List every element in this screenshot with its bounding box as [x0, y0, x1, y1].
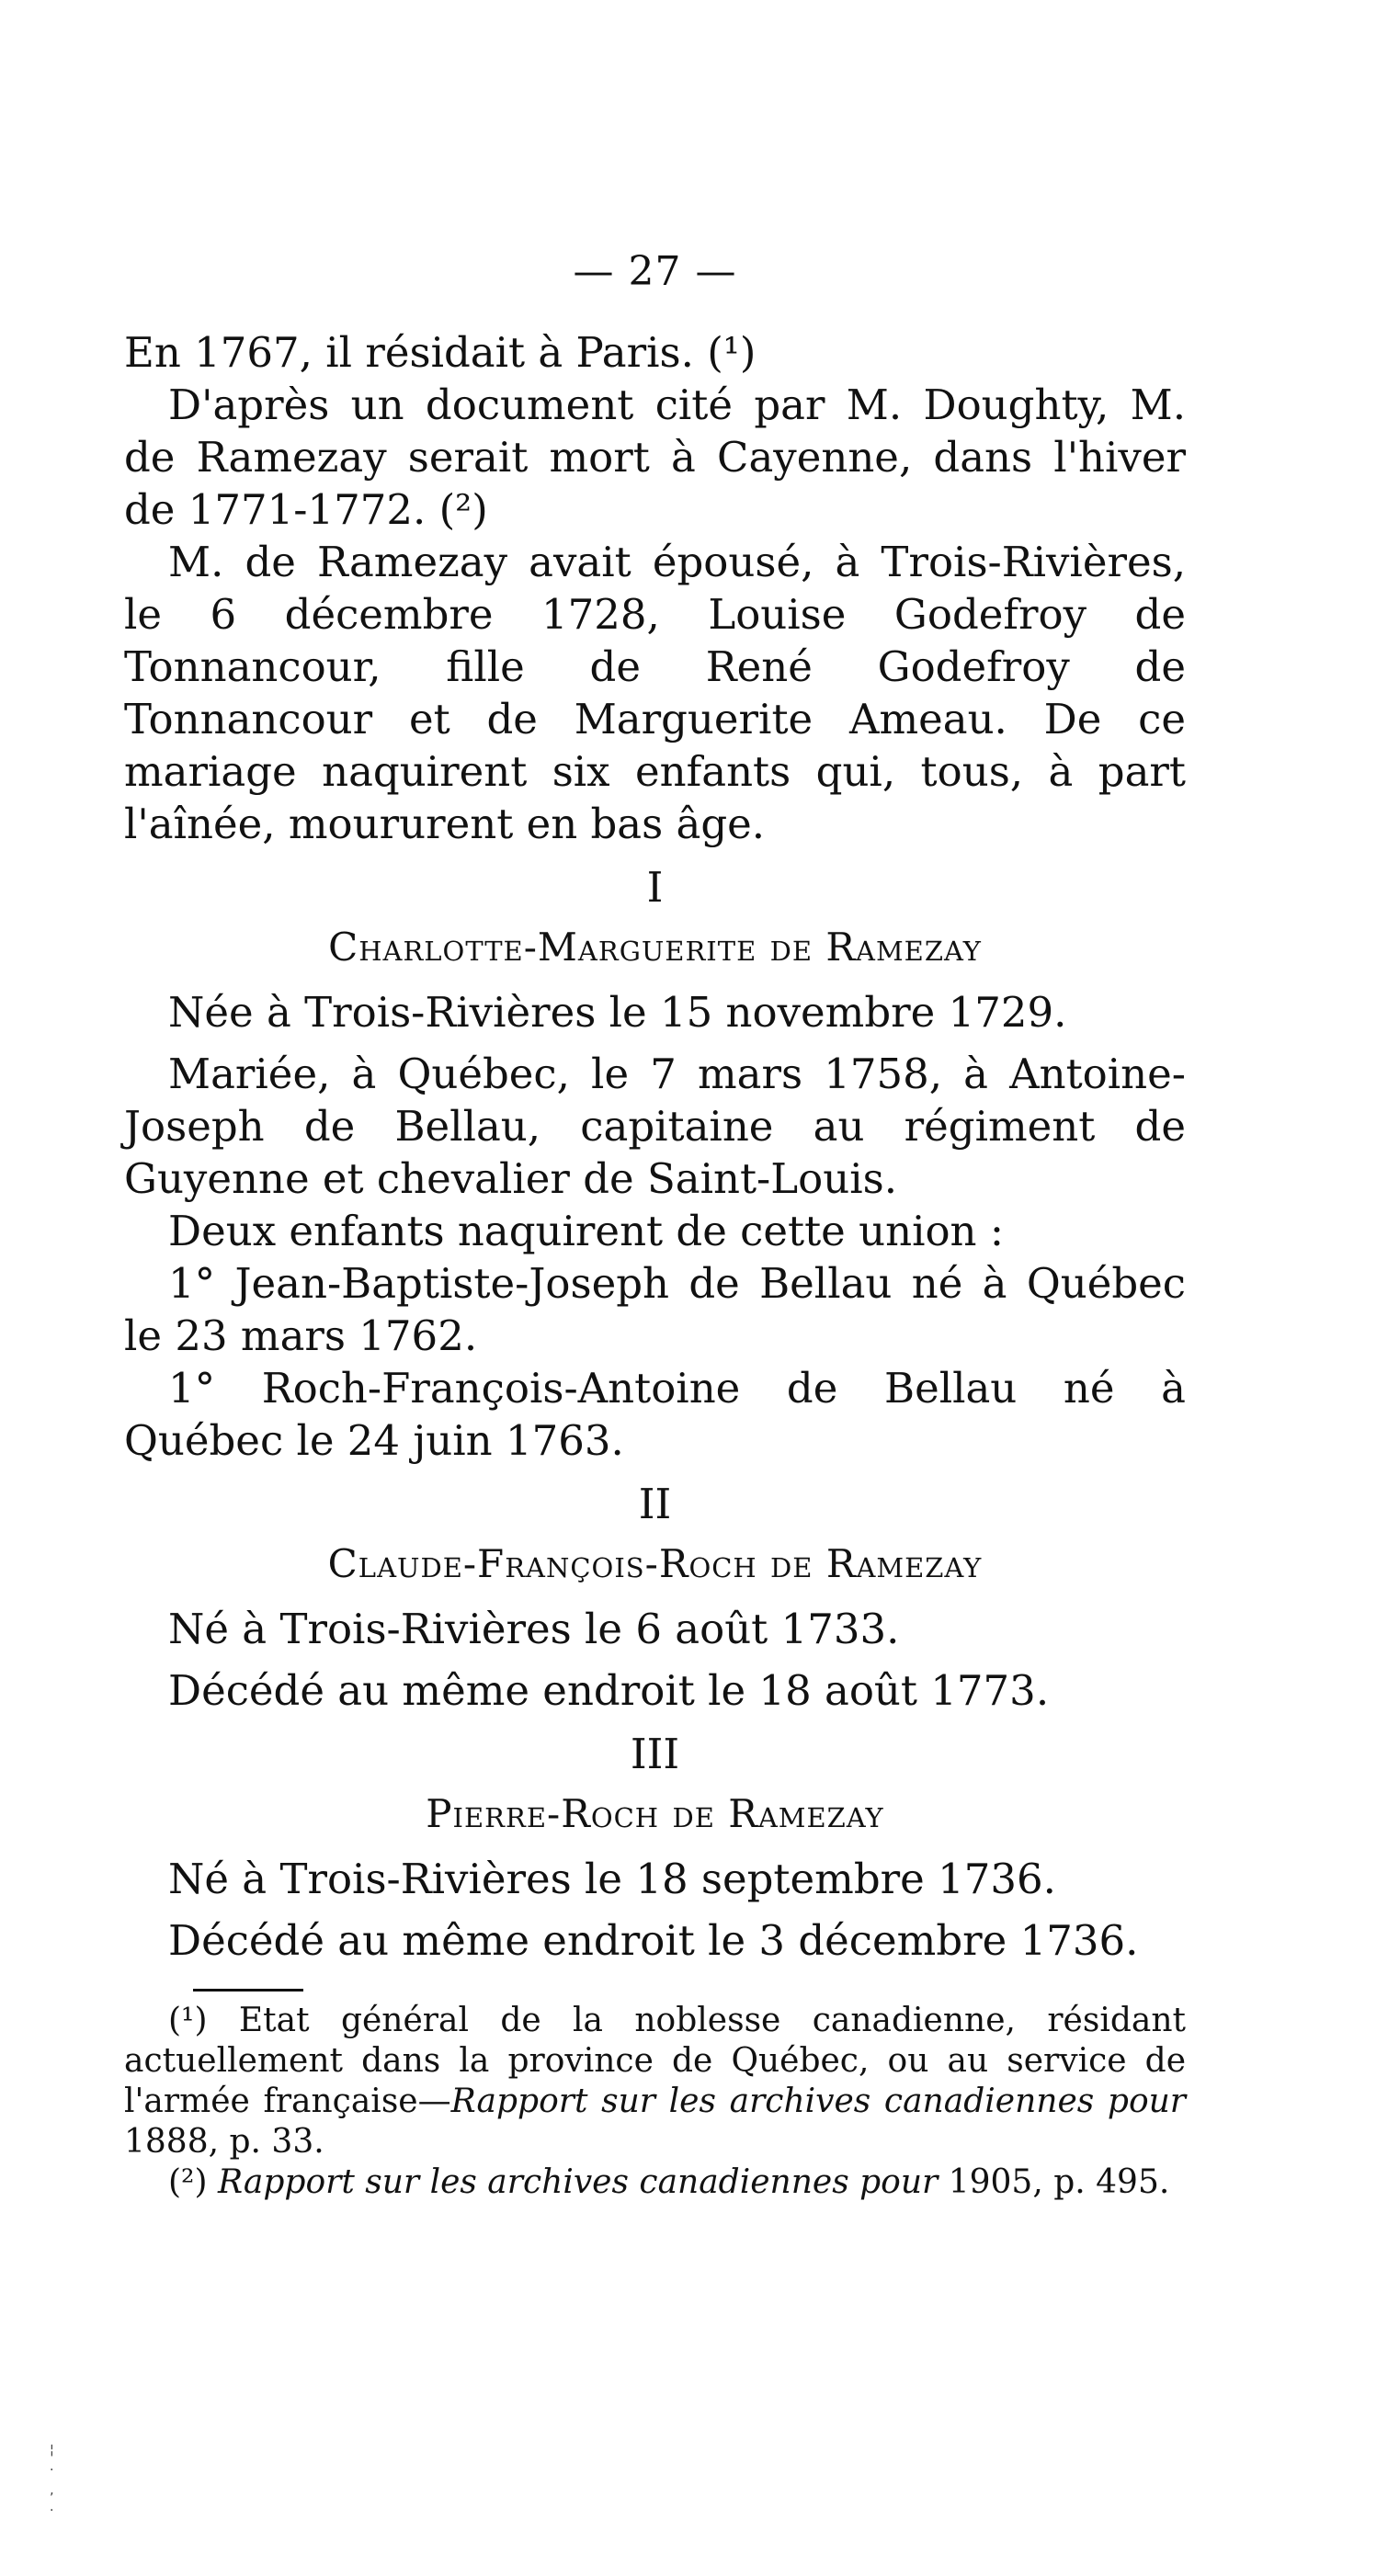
footnotes	[124, 2001, 1186, 2203]
footnote-italic: Rapport sur les archives canadiennes pour	[450, 2082, 1187, 2120]
section-line: 1° Jean-Baptiste-Joseph de Bellau né à Québec le 23 mars 1762.	[124, 1259, 1186, 1360]
footnote-2	[124, 2162, 1186, 2203]
footnote-1	[124, 2001, 1186, 2162]
section-line: Né à Trois-Rivières le 6 août 1733.	[168, 1605, 900, 1653]
section-numeral: I	[646, 863, 664, 912]
paragraph-marriage: M. de Ramezay avait épousé, à Trois-Rivières, le 6 décembre 1728, Louise Godefroy de Tonnancour, fille de René Godefroy de Tonnancour et de Marguerite Ameau. De ce mariage naquirent six enfants qui, tous, à part l'aînée, moururent en bas âge.	[124, 538, 1186, 848]
section-heading: Charlotte-Marguerite de Ramezay	[328, 925, 982, 970]
footnote-marker: (²)	[168, 2163, 208, 2201]
section-heading: Claude-François-Roch de Ramezay	[327, 1541, 983, 1586]
section-line: Décédé au même endroit le 3 décembre 1736.	[168, 1916, 1139, 1965]
section-line: Deux enfants naquirent de cette union :	[168, 1207, 1005, 1255]
paragraph-doughty: D'après un document cité par M. Doughty, M. de Ramezay serait mort à Cayenne, dans l'hiver de 1771-1772. (²)	[124, 380, 1186, 534]
section-line: 1° Roch-François-Antoine de Bellau né à Québec le 24 juin 1763.	[124, 1364, 1186, 1465]
page-number: — 27 —	[573, 248, 737, 295]
footnote-italic: Rapport sur les archives canadiennes pour	[217, 2163, 939, 2201]
section-numeral: III	[630, 1730, 680, 1778]
book-page	[124, 248, 1186, 2203]
paragraph-paris: En 1767, il résidait à Paris. (¹)	[124, 328, 757, 377]
scan-edge-marks: ¦ · ‚ ·	[50, 2443, 54, 2518]
footnote-marker: (¹)	[168, 2002, 208, 2039]
section-heading: Pierre-Roch de Ramezay	[426, 1791, 884, 1836]
section-line: Mariée, à Québec, le 7 mars 1758, à Antoine-Joseph de Bellau, capitaine au régiment de Guyenne et chevalier de Saint-Louis.	[124, 1050, 1186, 1203]
section-ii	[124, 1478, 1186, 1717]
footnote-text: Etat général de la noblesse canadienne, résidant actuellement dans la province de Québec, ou au service de l'armée française—	[124, 2002, 1186, 2120]
footnote-tail: 1888, p. 33.	[124, 2123, 324, 2161]
footnote-divider	[193, 1989, 303, 1992]
section-line: Décédé au même endroit le 18 août 1773.	[168, 1666, 1050, 1715]
section-numeral: II	[638, 1480, 672, 1528]
section-line: Né à Trois-Rivières le 18 septembre 1736.	[168, 1855, 1056, 1903]
section-iii	[124, 1728, 1186, 1967]
section-line: Née à Trois-Rivières le 15 novembre 1729.	[168, 988, 1067, 1037]
footnote-tail: 1905, p. 495.	[948, 2163, 1170, 2201]
intro-text	[124, 326, 1186, 850]
section-i	[124, 861, 1186, 1467]
